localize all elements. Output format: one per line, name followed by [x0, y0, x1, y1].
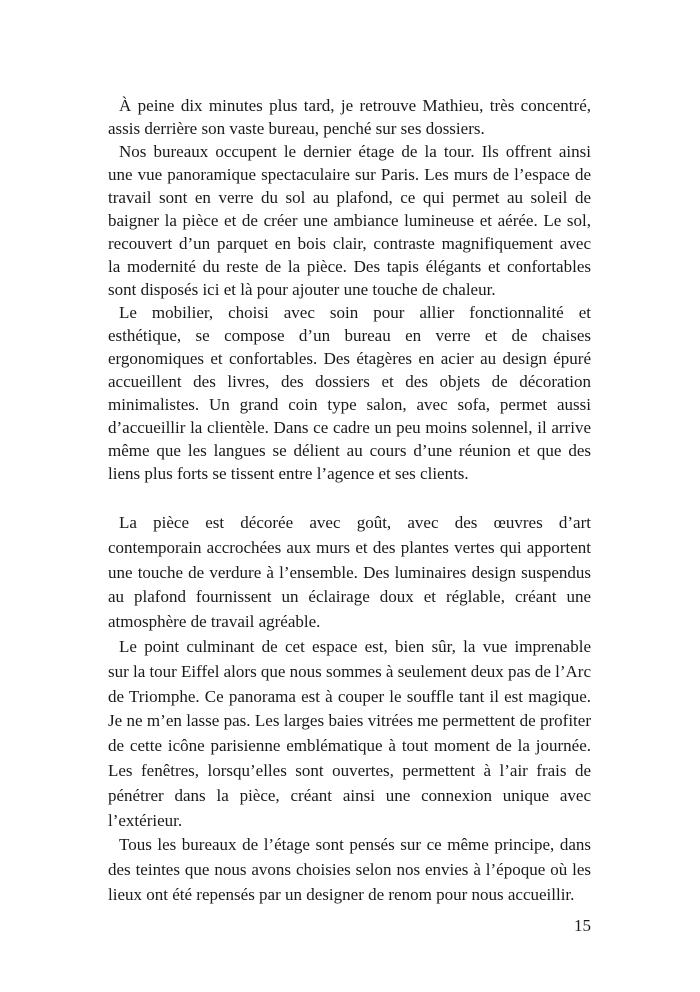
text-line: Le point culminant de cet espace est, bien sûr, la vue imprenable	[119, 636, 591, 656]
text-line: de Triomphe. Ce panorama est à couper le souffle tant il est magique.	[108, 686, 591, 706]
text-line: esthétique, se compose d’un bureau en verre et de chaises	[108, 326, 591, 345]
text-line: Je ne m’en lasse pas. Les larges baies vitrées me permettent de profiter	[108, 711, 591, 731]
paragraph	[108, 511, 591, 635]
text-line: travail sont en verre du sol au plafond, ce qui permet au soleil de	[108, 188, 591, 207]
paragraph	[108, 301, 591, 485]
text-line: pénétrer dans la pièce, créant ainsi une connexion unique avec	[108, 785, 591, 805]
paragraph	[108, 94, 591, 140]
text-line: une vue panoramique spectaculaire sur Paris. Les murs de l’espace de	[108, 165, 591, 184]
text-line: recouvert d’un parquet en bois clair, contraste magnifiquement avec	[108, 234, 591, 253]
text-line: sont disposés ici et là pour ajouter une touche de chaleur.	[108, 280, 496, 299]
text-line: assis derrière son vaste bureau, penché sur ses dossiers.	[108, 119, 485, 138]
text-line: même que les langues se délient au cours d’une réunion et que des	[108, 441, 591, 460]
text-line: La pièce est décorée avec goût, avec des œuvres d’art	[119, 513, 591, 532]
text-line: minimalistes. Un grand coin type salon, avec sofa, permet aussi	[108, 395, 591, 414]
text-line: Les fenêtres, lorsqu’elles sont ouvertes, permettent à l’air frais de	[108, 760, 591, 780]
text-line: la modernité du reste de la pièce. Des tapis élégants et confortables	[108, 257, 591, 276]
page-section-2	[108, 511, 591, 908]
text-line: de cette icône parisienne emblématique à tout moment de la journée.	[108, 736, 591, 756]
text-line: l’extérieur.	[108, 810, 183, 830]
text-line: lieux ont été repensés par un designer de renom pour nous accueillir.	[108, 884, 575, 904]
text-line: Le mobilier, choisi avec soin pour allier fonctionnalité et	[119, 303, 591, 322]
text-line: d’accueillir la clientèle. Dans ce cadre un peu moins solennel, il arrive	[108, 418, 591, 437]
page-number: 15	[574, 916, 591, 935]
text-line: liens plus forts se tissent entre l’agence et ses clients.	[108, 464, 469, 483]
text-line: atmosphère de travail agréable.	[108, 612, 321, 632]
text-line: contemporain accrochées aux murs et des plantes vertes qui apportent	[108, 537, 591, 557]
paragraph	[108, 140, 591, 301]
paragraph	[108, 635, 591, 833]
text-line: sur la tour Eiffel alors que nous sommes à seulement deux pas de l’Arc	[108, 661, 591, 681]
text-line: une touche de verdure à l’ensemble. Des luminaires design suspendus	[108, 562, 591, 582]
page-section-1	[108, 94, 591, 485]
text-line: des teintes que nous avons choisies selon nos envies à l’époque où les	[108, 860, 591, 880]
text-line: Tous les bureaux de l’étage sont pensés sur ce même principe, dans	[119, 835, 591, 855]
text-line: À peine dix minutes plus tard, je retrouve Mathieu, très concentré,	[119, 96, 591, 115]
paragraph	[108, 833, 591, 907]
text-line: ergonomiques et confortables. Des étagères en acier au design épuré	[108, 349, 591, 368]
text-line: au plafond fournissent un éclairage doux et réglable, créant une	[108, 587, 591, 607]
text-line: baigner la pièce et de créer une ambiance lumineuse et aérée. Le sol,	[108, 211, 591, 230]
text-line: accueillent des livres, des dossiers et des objets de décoration	[108, 372, 591, 391]
text-line: Nos bureaux occupent le dernier étage de la tour. Ils offrent ainsi	[119, 142, 591, 161]
